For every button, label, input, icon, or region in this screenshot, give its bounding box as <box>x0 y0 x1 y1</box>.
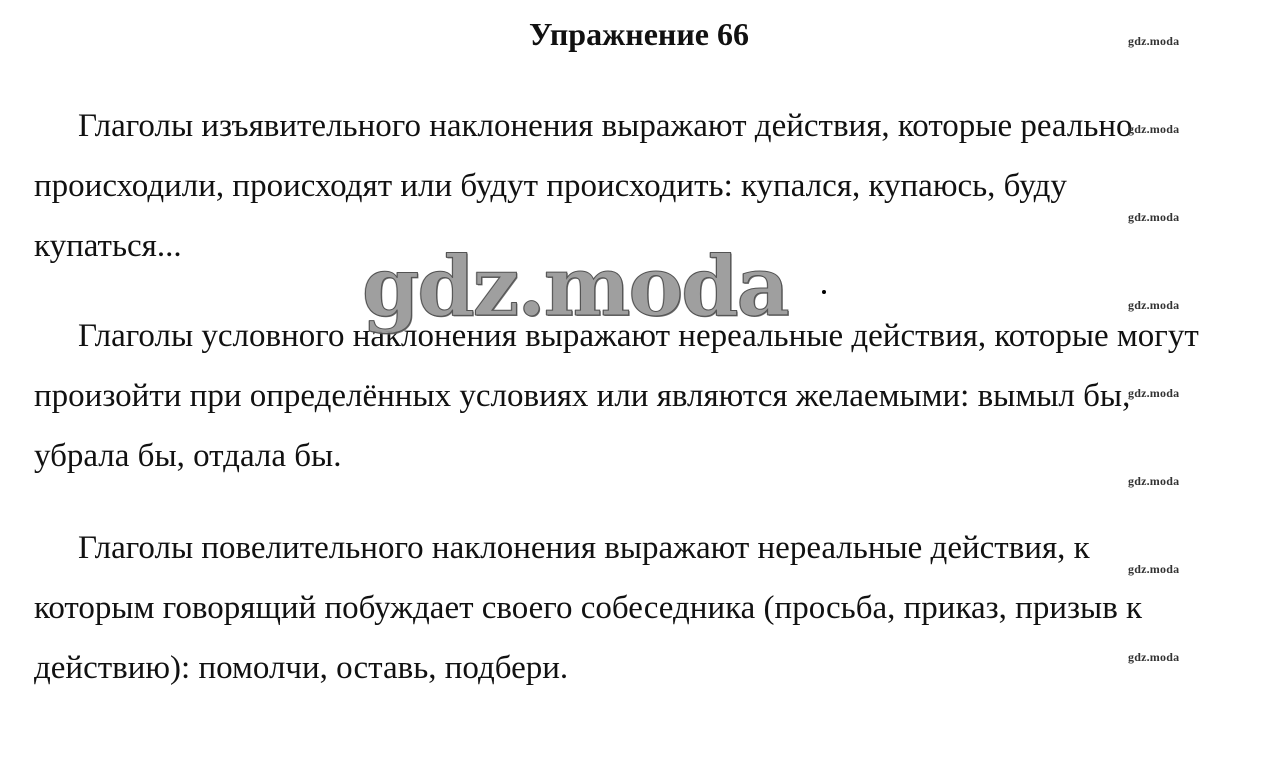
watermark-small: gdz.moda <box>1128 474 1180 488</box>
watermark-small: gdz.moda <box>1128 122 1180 136</box>
watermark-small: gdz.moda <box>1128 386 1180 400</box>
paragraph-imperative: Глаголы повелительного наклонения выражают нереальные действия, к которым говорящий побуждает своего собеседника (просьба, приказ, призыв к действию): помолчи, оставь, подбери. <box>34 530 1143 686</box>
watermark-large: gdz.moda <box>362 239 788 335</box>
ink-dot <box>822 290 826 294</box>
watermark-small: gdz.moda <box>1128 650 1180 664</box>
exercise-title: Упражнение 66 <box>528 16 749 52</box>
paragraph-indicative: Глаголы изъявительного наклонения выражают действия, которые реально происходили, происходят или будут происходить: купался, купаюсь, буду купаться... <box>34 108 1133 264</box>
watermark-small: gdz.moda <box>1128 34 1180 48</box>
paragraph-conditional: Глаголы условного наклонения выражают нереальные действия, которые могут произойти при определённых условиях или являются желаемыми: вымыл бы, убрала бы, отдала бы. <box>34 318 1199 474</box>
watermark-small: gdz.moda <box>1128 562 1180 576</box>
watermark-small: gdz.moda <box>1128 298 1180 312</box>
watermark-small: gdz.moda <box>1128 210 1180 224</box>
